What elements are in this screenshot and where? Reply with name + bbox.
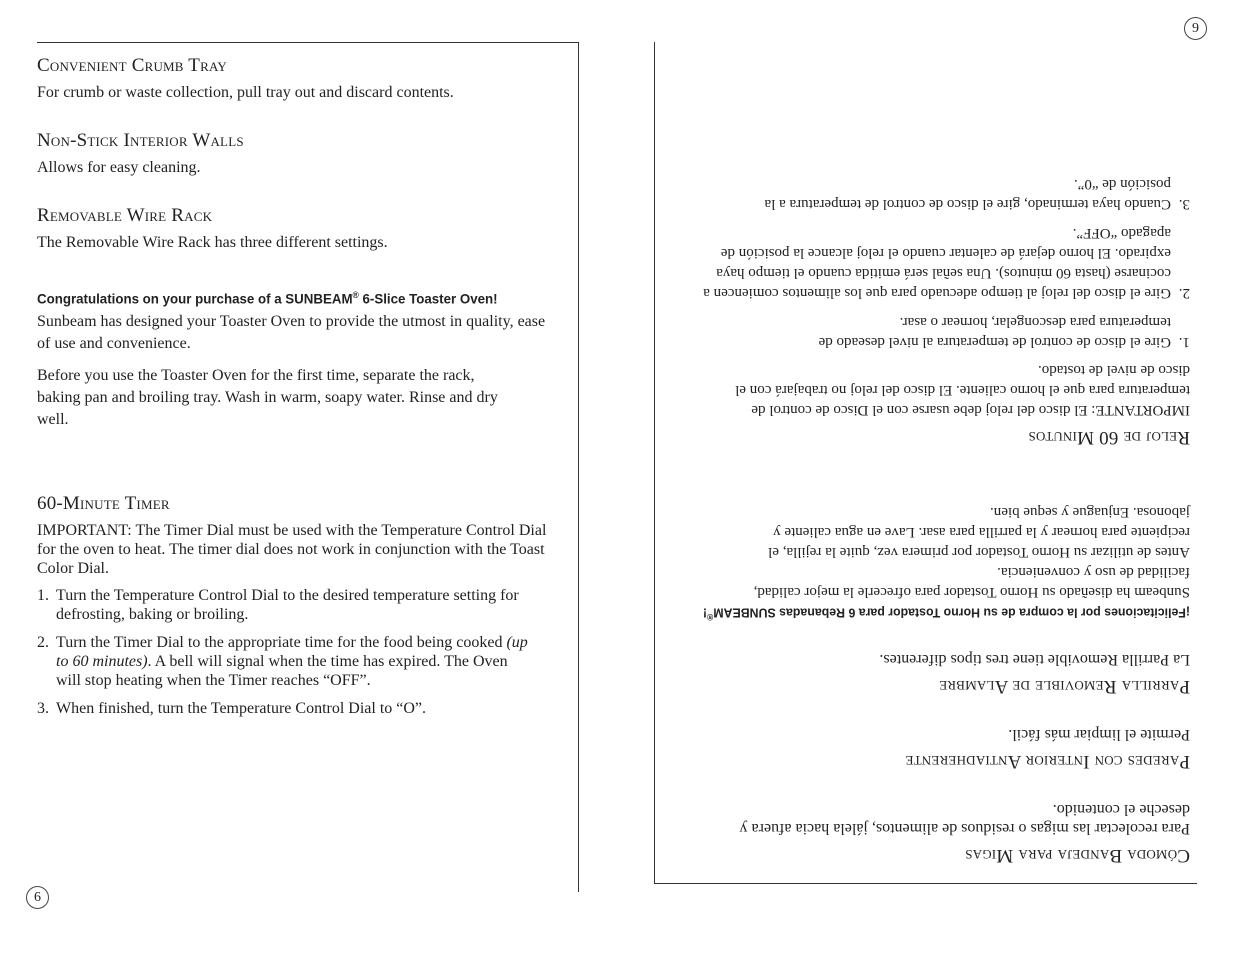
nonstick-heading: Non-Stick Interior Walls [37,130,244,151]
timer-step-1: 1. Turn the Temperature Control Dial to the desired temperature setting for defrosting, baking or broiling. [37,586,519,623]
timer-steps-es [660,174,1190,352]
crumb-tray-text-es: Para recolectar las migas o residuos de alimentos, jálela hacia afuera y deseche el contenido. [739,801,1190,837]
timer-step-2: 2. Turn the Timer Dial to the appropriate time for the food being cooked (up to 60 minutes). A bell will signal when the time has expired. The Oven will stop heating when the Timer reaches “OFF”. [37,633,528,689]
wire-rack-heading-es: Parrilla Removible de Alambre [939,676,1190,697]
congrats-heading: Congratulations on your purchase of a SUNBEAM® 6-Slice Toaster Oven! [37,290,498,307]
right-page-left-rule [654,42,655,884]
timer-heading-es: Reloj de 60 Minutos [1028,426,1190,448]
page-number-right: 9 [1184,17,1207,40]
wire-rack-text-es: La Parrilla Removible tiene tres tipos diferentes. [879,651,1190,668]
timer-important-es: IMPORTANTE: El disco del reloj debe usarse con el Disco de control de temperatura para que el horno caliente. El disco del reloj no trabajará con el disco de nivel de tostado. [735,361,1190,418]
wire-rack-section-es [660,650,1190,697]
timer-heading: 60-Minute Timer [37,492,170,514]
english-page [37,55,557,746]
congrats-intro: Sunbeam has designed your Toaster Oven to provide the utmost in quality, ease of use and convenience. [37,312,546,352]
right-page-bottom-rule [654,883,1197,884]
timer-important: IMPORTANT: The Timer Dial must be used with the Temperature Control Dial for the oven to heat. The timer dial does not work in conjunction with the Toast Color Dial. [37,521,547,577]
page-number-left: 6 [26,886,49,909]
congrats-before-use: Before you use the Toaster Oven for the first time, separate the rack, baking pan and broiling tray. Wash in warm, soapy water. Rinse and dry well. [37,366,498,428]
timer-steps [37,586,557,718]
congrats-section [37,290,557,431]
nonstick-text-es: Permite el limpiar más fácil. [1008,726,1190,743]
timer-section [37,493,557,718]
left-page-top-rule [37,42,579,43]
nonstick-section-es [660,725,1190,772]
timer-step-2-es: 2. Gire el disco del reloj al tiempo adecuado para que los alimentos comiencen a cocinarse (hasta 60 minutos). Una señal será emitida cuando el tiempo haya expirado. El horno dejará de calentar cuando el reloj alcance la posición de apagado “OFF”. [703,224,1190,301]
congrats-heading-es: ¡Felicitaciones por la compra de su Horno Tostador para 6 Rebanadas SUNBEAM®! [702,605,1190,622]
crumb-tray-text: For crumb or waste collection, pull tray out and discard contents. [37,84,454,101]
wire-rack-text: The Removable Wire Rack has three different settings. [37,234,388,251]
nonstick-section [37,130,557,177]
timer-step-3-es: 3. Cuando haya terminado, gire el disco de control de temperatura a la posición de “0”. [764,175,1190,212]
timer-step-1-es: 1. Gire el disco de control de temperatura al nivel deseado de temperatura para descongelar, hornear o asar. [818,313,1190,350]
wire-rack-heading: Removable Wire Rack [37,205,213,226]
nonstick-heading-es: Paredes con Interior Antiadherente [905,751,1190,772]
crumb-tray-section-es [660,800,1190,866]
congrats-section-es [660,502,1190,622]
wire-rack-section [37,205,557,252]
left-page-right-rule [578,42,579,892]
timer-section-es [660,174,1190,448]
crumb-tray-section [37,55,557,102]
crumb-tray-heading: Convenient Crumb Tray [37,55,227,76]
spanish-page [660,96,1190,866]
congrats-before-use-es: Antes de utilizar su Horno Tostador por primera vez, quite la rejilla, el recipiente para hornear y la parrilla para asar. Lave en agua caliente y jabonosa. Enjuague y seque bien. [768,503,1190,560]
crumb-tray-heading-es: Cómoda Bandeja para Migas [965,845,1190,866]
congrats-intro-es: Sunbeam ha diseñado su Horno Tostador para ofrecerle la mejor calidad, facilidad de uso y conveniencia. [753,563,1190,600]
nonstick-text: Allows for easy cleaning. [37,159,201,176]
timer-step-3: 3. When finished, turn the Temperature Control Dial to “O”. [37,699,427,717]
